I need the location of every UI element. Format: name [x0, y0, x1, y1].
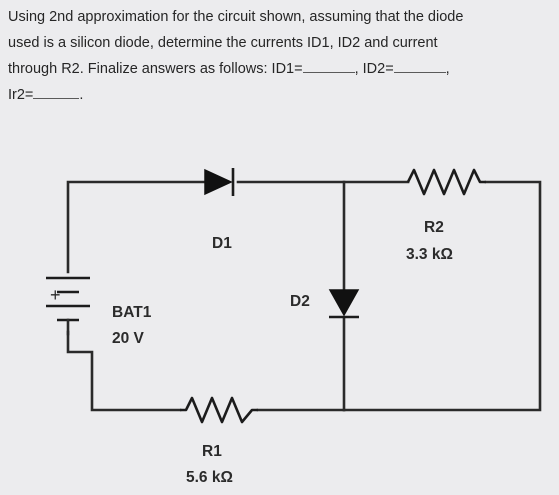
- diode-d2: [290, 290, 359, 317]
- resistor-r2: [406, 170, 486, 263]
- battery-name-label: BAT1: [112, 304, 152, 321]
- question-line-1: Using 2nd approximation for the circuit shown, assuming that the diode: [8, 9, 464, 25]
- resistor-r2-value-label: 3.3 kΩ: [406, 246, 453, 263]
- question-line-4-end: .: [79, 87, 84, 103]
- question-line-3-sep: , ID2=: [354, 61, 394, 77]
- question-line-4-text: Ir2=: [8, 87, 34, 103]
- resistor-r2-zigzag: [408, 170, 486, 194]
- question-line-2: used is a silicon diode, determine the currents ID1, ID2 and current: [8, 35, 438, 51]
- wire-left-top: [68, 182, 205, 272]
- battery-plus-sign: +: [50, 285, 61, 305]
- question-line-3-end: ,: [445, 61, 450, 77]
- question-line-3-text: through R2. Finalize answers as follows: ID1=: [8, 61, 303, 77]
- diode-d1-triangle: [205, 170, 231, 194]
- diode-d1-label: D1: [212, 235, 232, 252]
- resistor-r1: [180, 398, 258, 486]
- battery-value-label: 20 V: [112, 330, 144, 347]
- wire-right-loop: [344, 182, 540, 410]
- resistor-r2-name-label: R2: [424, 219, 444, 236]
- battery-bat1: [46, 278, 152, 347]
- diode-d2-triangle: [330, 290, 358, 315]
- resistor-r1-value-label: 5.6 kΩ: [186, 469, 233, 486]
- resistor-r1-name-label: R1: [202, 443, 222, 460]
- diode-d1: [205, 168, 233, 252]
- resistor-r1-zigzag: [180, 398, 258, 422]
- diode-d2-label: D2: [290, 293, 310, 310]
